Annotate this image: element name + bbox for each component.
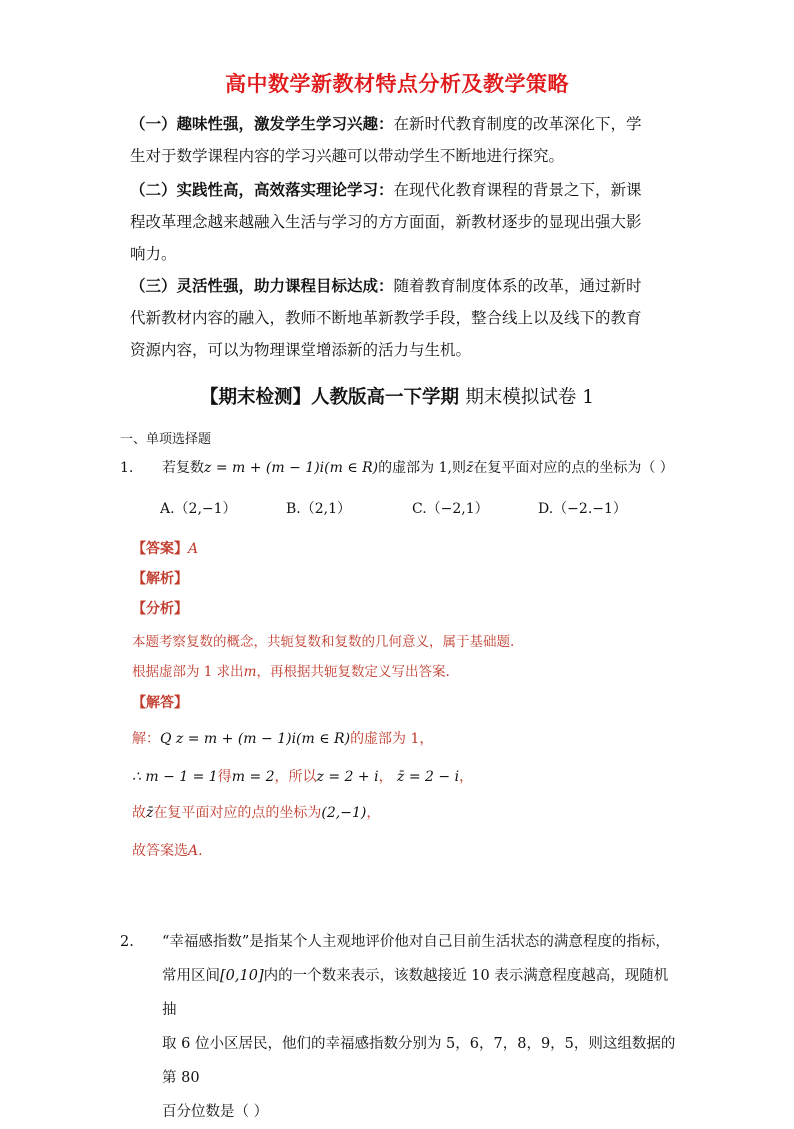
- option-d: D.（−2.−1）: [538, 501, 627, 517]
- question-2-line-1: 2. “幸福感指数”是指某个人主观地评价他对自己目前生活状态的满意程度的指标，: [120, 934, 670, 950]
- jieda-tag: 【解答】: [132, 695, 188, 711]
- intro-item-2: （二）实践性高，高效落实理论学习：在现代化教育课程的背景之下，新课 程改革理念越来越融入生活与学习的方方面面，新教材逐步的显现出强大影 响力。: [130, 181, 642, 263]
- intro-label: （二）实践性高，高效落实理论学习：: [130, 181, 394, 199]
- question-2-line-2: 常用区间[0,10]内的一个数来表示，该数越接近 10 表示满意程度越高，现随机抽: [162, 968, 669, 1018]
- option-a: A.（2,−1）: [160, 501, 237, 517]
- fenxi-line-2: 根据虚部为 1 求出m，再根据共轭复数定义写出答案.: [132, 664, 450, 680]
- intro-label: （一）趣味性强，激发学生学习兴趣：: [130, 115, 394, 133]
- question-2-stem: [120, 925, 680, 1129]
- question-1-stem: 1. 若复数z = m + (m − 1)i(m ∈ R)的虚部为 1,则z̄在复平面对应的点的坐标为（ ）: [120, 460, 674, 476]
- solution-line-3: 故z̄在复平面对应的点的坐标为(2,−1)，: [132, 805, 381, 821]
- solution-line-2: ∴ m − 1 = 1得m = 2，所以z = 2 + i， z̄ = 2 − i，: [132, 769, 474, 785]
- question-2-line-3: 取 6 位小区居民，他们的幸福感指数分别为 5，6，7，8，9，5，则这组数据的第 80: [162, 1036, 676, 1086]
- question-2-line-4: 百分位数是（ ）: [162, 1104, 269, 1120]
- answer-value: A: [188, 541, 199, 557]
- solution-line-4: 故答案选A.: [132, 843, 203, 859]
- section-heading: 一、单项选择题: [120, 432, 212, 447]
- option-c: C.（−2,1）: [412, 501, 489, 517]
- option-b: B.（2,1）: [286, 501, 352, 517]
- fenxi-tag: 【分析】: [132, 601, 188, 617]
- fenxi-line-1: 本题考察复数的概念，共轭复数和复数的几何意义，属于基础题.: [132, 634, 515, 650]
- answer-tag: 【答案】A: [132, 541, 199, 557]
- exam-title: 【期末检测】人教版高一下学期 期末模拟试卷 1: [199, 387, 595, 408]
- page-title: 高中数学新教材特点分析及教学策略: [225, 72, 569, 96]
- solution-line-1: 解：Q z = m + (m − 1)i(m ∈ R)的虚部为 1，: [132, 731, 434, 747]
- intro-item-3: （三）灵活性强，助力课程目标达成：随着教育制度体系的改革，通过新时 代新教材内容的融入，教师不断地革新教学手段，整合线上以及线下的教育 资源内容，可以为物理课堂增添新的活力与生机。: [130, 277, 642, 359]
- intro-label: （三）灵活性强，助力课程目标达成：: [130, 277, 394, 295]
- intro-item-1: （一）趣味性强，激发学生学习兴趣：在新时代教育制度的改革深化下，学 生对于数学课程内容的学习兴趣可以带动学生不断地进行探究。: [130, 115, 642, 165]
- analysis-tag: 【解析】: [132, 571, 188, 587]
